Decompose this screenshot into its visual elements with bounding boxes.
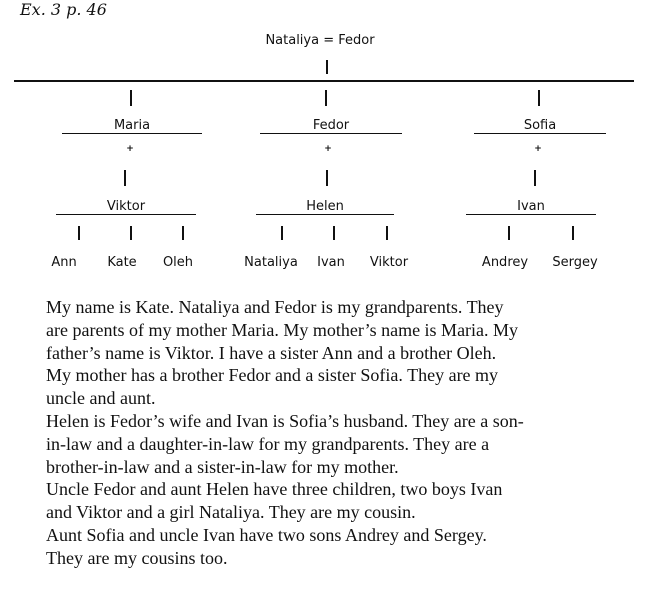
- text-line: father’s name is Viktor. I have a sister Ann and a brother Oleh.: [46, 342, 497, 363]
- child-kate: Kate: [107, 255, 137, 270]
- story-text: [46, 296, 626, 570]
- child-ivan: Ivan: [317, 255, 345, 270]
- text-line: in-law and a daughter-in-law for my grandparents. They are a: [46, 433, 490, 454]
- tree-connector: [182, 226, 184, 240]
- tree-connector: [124, 170, 126, 186]
- marriage-plus: +: [534, 144, 542, 154]
- text-line: My name is Kate. Nataliya and Fedor is my grandparents. They: [46, 297, 504, 317]
- tree-connector: [78, 226, 80, 240]
- text-line: My mother has a brother Fedor and a sister Sofia. They are my: [46, 365, 499, 386]
- tree-connector: [386, 226, 388, 240]
- tree-connector: [281, 226, 283, 240]
- text-line: brother-in-law and a sister-in-law for my mother.: [46, 456, 399, 477]
- grandparents-label: Nataliya = Fedor: [265, 33, 375, 48]
- tree-connector: [538, 90, 540, 106]
- branch-2-spouse: Helen: [306, 199, 344, 214]
- tree-connector: [130, 226, 132, 240]
- branch-3-parent: Sofia: [523, 118, 557, 133]
- branch-2-parent: Fedor: [312, 118, 350, 133]
- child-sergey: Sergey: [552, 255, 598, 270]
- text-line: They are my cousins too.: [46, 547, 228, 568]
- exercise-label: Ex. 3 p. 46: [20, 0, 107, 19]
- child-oleh: Oleh: [162, 255, 194, 270]
- child-andrey: Andrey: [481, 255, 529, 270]
- text-line: uncle and aunt.: [46, 388, 156, 409]
- tree-connector: [572, 226, 574, 240]
- marriage-plus: +: [126, 144, 134, 154]
- text-line: and Viktor and a girl Nataliya. They are my cousin.: [46, 502, 416, 523]
- branch-1-spouse: Viktor: [106, 199, 146, 214]
- tree-connector: [326, 170, 328, 186]
- branch-1-parent: Maria: [113, 118, 151, 133]
- text-line: Aunt Sofia and uncle Ivan have two sons Andrey and Sergey.: [46, 524, 487, 545]
- tree-connector: [326, 60, 328, 74]
- tree-connector: [333, 226, 335, 240]
- branch-3-spouse: Ivan: [517, 199, 545, 214]
- text-line: Uncle Fedor and aunt Helen have three children, two boys Ivan: [46, 479, 503, 500]
- tree-connector: [325, 90, 327, 106]
- tree-connector: [130, 90, 132, 106]
- child-nataliya: Nataliya: [244, 255, 298, 270]
- text-line: Helen is Fedor’s wife and Ivan is Sofia’s husband. They are a son-: [46, 410, 524, 431]
- text-line: are parents of my mother Maria. My mother’s name is Maria. My: [46, 319, 519, 340]
- tree-connector: [534, 170, 536, 186]
- marriage-plus: +: [324, 144, 332, 154]
- tree-connector: [508, 226, 510, 240]
- generation-divider: [14, 80, 634, 82]
- child-viktor: Viktor: [369, 255, 409, 270]
- child-ann: Ann: [51, 255, 77, 270]
